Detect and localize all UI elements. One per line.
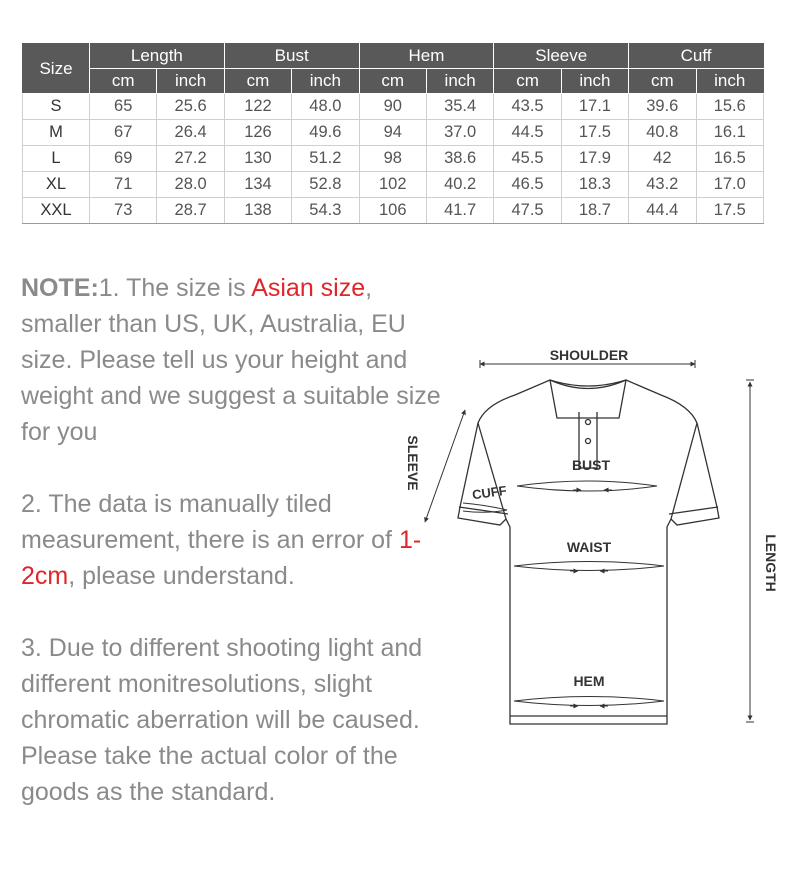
- measurement-cell: 17.5: [696, 198, 763, 224]
- measurement-cell: 15.6: [696, 94, 763, 120]
- table-header-groups: [23, 44, 764, 69]
- measurement-cell: 42: [629, 146, 696, 172]
- measurement-cell: 49.6: [292, 120, 359, 146]
- measurement-cell: 41.7: [426, 198, 493, 224]
- measurement-cell: 17.0: [696, 172, 763, 198]
- size-cell: S: [23, 94, 90, 120]
- measurement-cell: 102: [359, 172, 426, 198]
- label-length: LENGTH: [763, 534, 779, 592]
- unit-header-inch: inch: [292, 69, 359, 94]
- note-label: NOTE:: [21, 274, 99, 302]
- measurement-cell: 25.6: [157, 94, 224, 120]
- measurement-cell: 48.0: [292, 94, 359, 120]
- group-header-cuff: Cuff: [629, 44, 764, 69]
- measurement-cell: 47.5: [494, 198, 561, 224]
- measurement-cell: 38.6: [426, 146, 493, 172]
- note-1-text-a: 1. The size is: [98, 274, 252, 302]
- measurement-cell: 27.2: [157, 146, 224, 172]
- measurement-cell: 18.7: [561, 198, 628, 224]
- measurement-cell: 130: [224, 146, 291, 172]
- note-1-text-b: , smaller than US, UK, Australia, EU size. Please tell us your height and weight and we suggest a suitable size for you: [21, 274, 441, 446]
- measurement-cell: 94: [359, 120, 426, 146]
- measurement-cell: 26.4: [157, 120, 224, 146]
- group-header-length: Length: [90, 44, 225, 69]
- table-header-units: [23, 69, 764, 94]
- unit-header-cm: cm: [224, 69, 291, 94]
- measurement-cell: 40.8: [629, 120, 696, 146]
- measurement-cell: 16.5: [696, 146, 763, 172]
- measurement-cell: 16.1: [696, 120, 763, 146]
- size-header: Size: [23, 44, 90, 94]
- hem-ring: [514, 697, 664, 706]
- measurement-cell: 69: [90, 146, 157, 172]
- unit-header-cm: cm: [359, 69, 426, 94]
- size-cell: XXL: [23, 198, 90, 224]
- measurement-cell: 54.3: [292, 198, 359, 224]
- unit-header-inch: inch: [696, 69, 763, 94]
- measurement-cell: 138: [224, 198, 291, 224]
- label-sleeve: SLEEVE: [405, 435, 421, 491]
- table-row: [23, 198, 764, 224]
- group-header-bust: Bust: [224, 44, 359, 69]
- waist-ring: [514, 562, 664, 571]
- measurement-cell: 90: [359, 94, 426, 120]
- measurement-cell: 71: [90, 172, 157, 198]
- table-row: [23, 146, 764, 172]
- unit-header-cm: cm: [90, 69, 157, 94]
- measurement-cell: 73: [90, 198, 157, 224]
- measurement-cell: 43.5: [494, 94, 561, 120]
- notes: [21, 270, 451, 846]
- note-2-text-a: 2. The data is manually tiled measurement, there is an error of: [21, 490, 399, 554]
- label-shoulder: SHOULDER: [549, 347, 629, 363]
- measurement-cell: 98: [359, 146, 426, 172]
- measurement-diagram: [400, 340, 790, 740]
- group-header-hem: Hem: [359, 44, 494, 69]
- note-2-text-b: , please understand.: [68, 562, 295, 590]
- measurement-cell: 134: [224, 172, 291, 198]
- unit-header-inch: inch: [426, 69, 493, 94]
- measurement-cell: 39.6: [629, 94, 696, 120]
- measurement-cell: 18.3: [561, 172, 628, 198]
- unit-header-cm: cm: [629, 69, 696, 94]
- bust-ring: [517, 481, 657, 491]
- measurement-cell: 17.5: [561, 120, 628, 146]
- unit-header-inch: inch: [157, 69, 224, 94]
- measurement-cell: 67: [90, 120, 157, 146]
- label-bust: BUST: [571, 457, 611, 473]
- table-body: [23, 94, 764, 224]
- measurement-cell: 65: [90, 94, 157, 120]
- measurement-cell: 51.2: [292, 146, 359, 172]
- label-hem: HEM: [573, 673, 605, 689]
- measurement-cell: 45.5: [494, 146, 561, 172]
- table-row: [23, 94, 764, 120]
- label-cuff: CUFF: [471, 482, 508, 503]
- note-3: 3. Due to different shooting light and different monitresolutions, slight chromatic aberration will be caused. Please take the actual color of the goods as the standard.: [21, 634, 423, 806]
- note-2: [21, 486, 451, 594]
- note-2-highlight: 1-2cm: [21, 526, 422, 590]
- measurement-cell: 43.2: [629, 172, 696, 198]
- table-row: [23, 172, 764, 198]
- measurement-cell: 44.4: [629, 198, 696, 224]
- group-header-sleeve: Sleeve: [494, 44, 629, 69]
- measurement-cell: 35.4: [426, 94, 493, 120]
- measurement-cell: 40.2: [426, 172, 493, 198]
- label-waist: WAIST: [566, 539, 612, 555]
- size-cell: L: [23, 146, 90, 172]
- note-1-highlight: Asian size: [251, 274, 366, 302]
- measurement-cell: 37.0: [426, 120, 493, 146]
- size-table: [22, 43, 764, 224]
- size-cell: M: [23, 120, 90, 146]
- measurement-cell: 46.5: [494, 172, 561, 198]
- measurement-cell: 44.5: [494, 120, 561, 146]
- unit-header-inch: inch: [561, 69, 628, 94]
- measurement-cell: 52.8: [292, 172, 359, 198]
- table-row: [23, 120, 764, 146]
- measurement-cell: 17.1: [561, 94, 628, 120]
- note-1: [21, 270, 451, 450]
- measurement-cell: 17.9: [561, 146, 628, 172]
- measurement-cell: 28.7: [157, 198, 224, 224]
- measurement-cell: 126: [224, 120, 291, 146]
- measurement-cell: 122: [224, 94, 291, 120]
- sleeve-arrow: [425, 410, 465, 522]
- size-cell: XL: [23, 172, 90, 198]
- measurement-cell: 28.0: [157, 172, 224, 198]
- measurement-cell: 106: [359, 198, 426, 224]
- unit-header-cm: cm: [494, 69, 561, 94]
